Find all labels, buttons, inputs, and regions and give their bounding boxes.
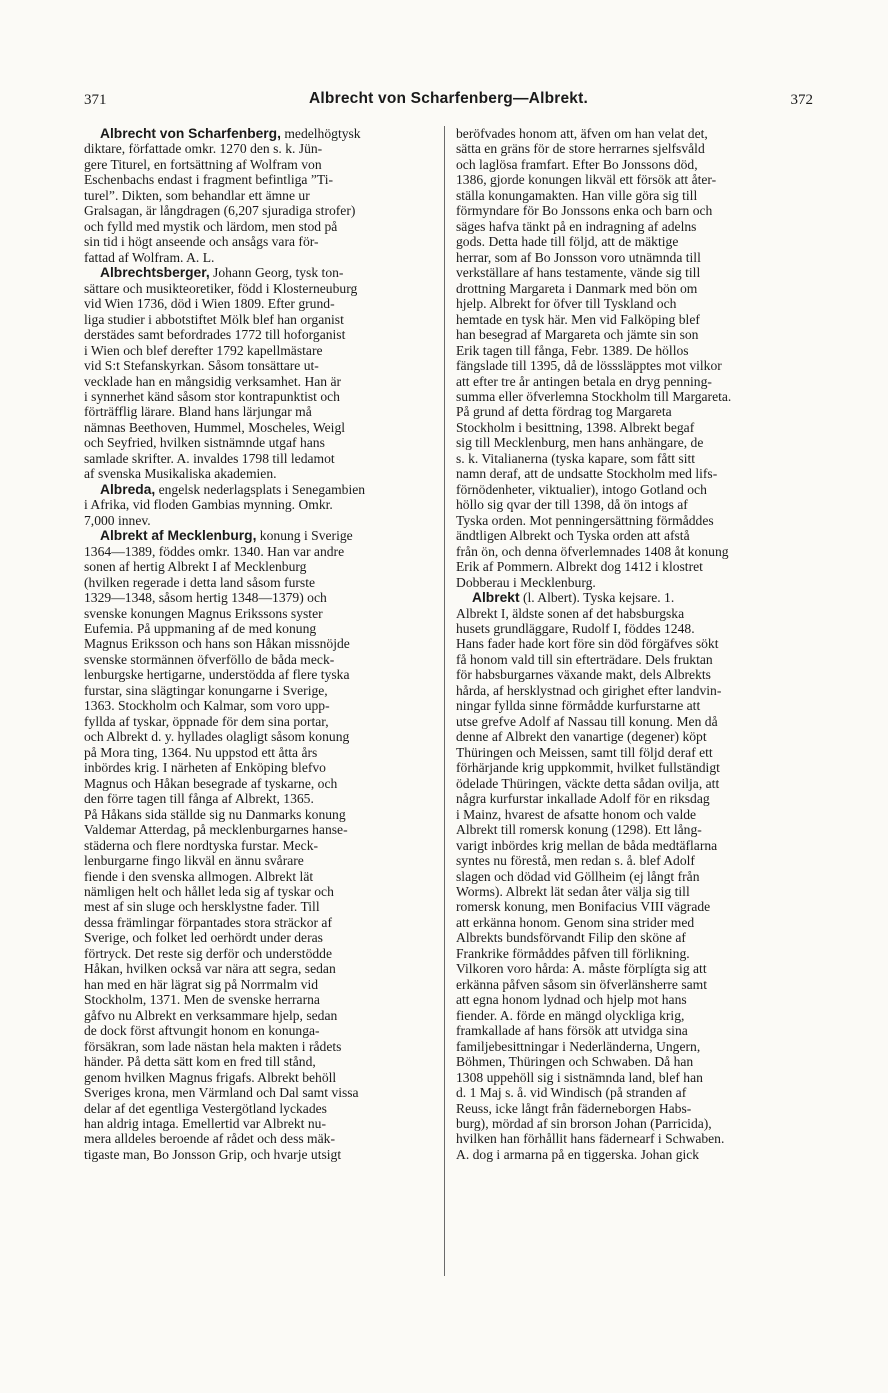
text-line: d. 1 Maj s. å. vid Windisch (på stranden af	[456, 1085, 687, 1101]
text-line: 1363. Stockholm och Kalmar, som voro upp-	[84, 698, 330, 714]
text-line: hjelp. Albrekt for öfver till Tyskland och	[456, 296, 677, 312]
text-line: de dock först aftvungit honom en konunga-	[84, 1023, 320, 1039]
text-line: romersk konung, men Bonifacius VIII vägrade	[456, 899, 711, 915]
text-line: Stockholm, 1371. Men de svenske herrarna	[84, 992, 320, 1008]
text-line: att erkänna honom. Genom sina strider med	[456, 914, 695, 930]
text-line: af svenska Musikaliska akademien.	[84, 466, 277, 482]
text-line: nämligen helt och hållet leda sig af tyskar och	[84, 883, 334, 899]
text-line: lenburgske hertigarne, understödda af flere tyska	[84, 667, 350, 683]
text-line: att egna honom lydnad och hjelp mot hans	[456, 992, 687, 1008]
text-line: Dobberau i Mecklenburg.	[456, 574, 596, 590]
text-line: vid S:t Stefanskyrkan. Såsom tonsättare ut-	[84, 358, 319, 374]
text-line: drottning Margareta i Danmark med bön om	[456, 280, 698, 296]
text-line: Albrekt till romersk konung (1298). Ett lång-	[456, 822, 702, 838]
text-line: Magnus och Håkan besegrade af tyskarne, och	[84, 775, 338, 791]
text-line: diktare, författade omkr. 1270 den s. k. Jün-	[84, 141, 323, 157]
text-line: på Mora ting, 1364. Nu uppstod ett åtta års	[84, 744, 318, 760]
text-line: herrar, som af Bo Jonsson voro utnämnda till	[456, 249, 701, 265]
text-line: i Wien och blef derefter 1792 kapellmästare	[84, 342, 323, 358]
entry-text: medelhögtysk	[280, 126, 361, 141]
text-line: A. dog i armarna på en tiggerska. Johan gick	[456, 1146, 700, 1162]
text-line: sonen af hertig Albrekt I af Mecklenburg	[84, 559, 307, 575]
entry-text: (l. Albert). Tyska kejsare. 1.	[519, 590, 675, 606]
text-line: händer. På detta sätt kom en fred till stånd,	[84, 1054, 316, 1070]
entry-text: Johann Georg, tysk ton-	[209, 265, 344, 281]
text-line: På grund af detta fördrag tog Margareta	[456, 404, 672, 420]
text-line: Gralsagan, är långdragen (6,207 sjuradiga strofer)	[84, 203, 356, 219]
text-line: i Afrika, vid floden Gambias mynning. Omkr.	[84, 497, 333, 513]
text-line: slagen och dödad vid Göllheim (ej långt från	[456, 868, 700, 884]
text-line: På Håkans sida ställde sig nu Danmarks konung	[84, 806, 346, 822]
text-line: han aldrig intaga. Emellertid var Albrekt nu-	[84, 1116, 326, 1131]
text-line: s. k. Vitalianerna (tyska kapare, som fått sitt	[456, 450, 696, 466]
text-line: Valdemar Atterdag, på mecklenburgarnes hanse-	[84, 822, 348, 838]
text-line: syntes nu förestå, men redan s. å. blef Adolf	[456, 853, 695, 869]
text-line: förmyndare för Bo Jonssons enka och barn och	[456, 203, 713, 219]
entry-headword: Albrekt	[472, 590, 520, 606]
text-line: Albrekt I, äldste sonen af det habsburgska	[456, 605, 685, 621]
text-line: höllo sig qvar der till 1398, då ön intogs af	[456, 497, 688, 513]
text-line: framkallade af hans försök att utvidga sina	[456, 1023, 688, 1039]
text-line: vid Wien 1736, död i Wien 1809. Efter grund-	[84, 296, 335, 312]
text-line: genom hvilken Magnus frigafs. Albrekt behöll	[84, 1069, 337, 1085]
text-line: städerna och flere nordtyska furstar. Meck-	[84, 837, 319, 853]
left-column	[84, 126, 433, 1162]
text-line: några kurfurstar inkallade Adolf för en riksdag	[456, 791, 710, 807]
text-line: hvilken han förhållit hans fädernearf i Schwaben.	[456, 1131, 725, 1147]
page-header	[84, 90, 813, 114]
text-line: Erik tagen till fånga, Febr. 1389. De höllos	[456, 342, 689, 358]
running-head: Albrecht von Scharfenberg—Albrekt.	[309, 90, 588, 107]
text-line: fiender. A. förde en mängd olyckliga krig,	[456, 1007, 685, 1023]
text-line: vecklade han en mångsidig verksamhet. Han är	[84, 373, 342, 389]
entry-headword: Albrekt af Mecklenburg,	[100, 528, 257, 544]
text-line: sättare och musikteoretiker, född i Klosterneuburg	[84, 280, 358, 296]
text-line: ställa konungamakten. Han ville göra sig till	[456, 187, 698, 203]
text-line: Magnus Eriksson och hans son Håkan missnöjde	[84, 636, 350, 652]
text-line: ändtligen Albrekt och Tyska orden att afstå	[456, 528, 690, 544]
text-line: och fylld med mystik och lärdom, men stod på	[84, 218, 338, 234]
text-line: Thüringen och Meissen, samt till följd deraf ett	[456, 744, 713, 760]
text-line: fängslade till 1395, då de lösssläpptes mot vilkor	[456, 358, 722, 374]
text-line: gåfvo nu Albrekt en verksammare hjelp, sedan	[84, 1007, 338, 1023]
text-line: att efter tre år antingen betala en dryg penning-	[456, 373, 712, 389]
text-line: för habsburgarnes växande makt, dels Albrekts	[456, 667, 711, 683]
text-line: 7,000 innev.	[84, 512, 151, 528]
text-line: ödelade Thüringen, väckte detta sådan ovilja, att	[456, 775, 720, 791]
text-line: husets grundläggare, Rudolf I, föddes 1248.	[456, 621, 695, 636]
text-line: Sverige, och folket led oerhördt under deras	[84, 930, 323, 946]
text-line: sätta en gräns för de store herrarnes sjelfsvåld	[456, 141, 705, 157]
text-line: turel”. Dikten, som behandlar ett ämne ur	[84, 187, 310, 203]
text-line: Tyska orden. Mot penningersättning förmåddes	[456, 512, 714, 528]
text-line: tigaste man, Bo Jonsson Grip, och hvarje utsigt	[84, 1146, 342, 1162]
entry-headword: Albrechtsberger,	[100, 265, 210, 281]
page-number-right: 372	[790, 92, 813, 108]
text-line: erkänna påfven såsom sin öfverlänsherre samt	[456, 976, 708, 992]
text-line: Worms). Albrekt lät sedan åter välja sig till	[456, 883, 690, 899]
text-line: Albrekts bundsförvandt Filip den sköne af	[456, 930, 686, 946]
text-line: derstädes samt befordrades 1772 till hoforganist	[84, 327, 346, 343]
text-line: Eschenbachs endast i fragment befintliga ”Ti-	[84, 172, 334, 188]
text-line: mera alldeles beroende af rådet och dess mäk-	[84, 1131, 335, 1147]
text-line: i Mainz, hvarest de afsatte honom och valde	[456, 806, 697, 822]
text-line: beröfvades honom att, äfven om han velat det,	[456, 126, 708, 141]
text-line: förnödenheter, viktualier), intogo Gotland och	[456, 481, 707, 497]
text-line: Erik af Pommern. Albrekt dog 1412 i klostret	[456, 559, 703, 575]
text-line: burg), mördad af sin brorson Johan (Parricida),	[456, 1116, 712, 1131]
text-line: förhärjande krig uppkommit, hvilket fullständigt	[456, 760, 720, 776]
entry-text: konung i Sverige	[256, 528, 353, 544]
right-column	[456, 126, 805, 1162]
entry-start-line	[84, 482, 433, 497]
text-line: få honom vald till sin efterträdare. Dels fruktan	[456, 651, 713, 667]
text-line: förtryck. Det reste sig derför och understödde	[84, 945, 332, 961]
text-line: Frankrike förmåddes påfven till förlikning.	[456, 945, 690, 961]
text-line: summa eller öfverlemna Stockholm till Margareta.	[456, 388, 732, 404]
entry-headword: Albreda,	[100, 481, 156, 497]
text-line: från ön, och denna öfverlemnades 1408 åt konung	[456, 543, 729, 559]
entry-start-line	[84, 126, 433, 141]
text-line: 1364—1389, föddes omkr. 1340. Han var andre	[84, 543, 345, 559]
text-line: lenburgarne fingo likväl en ännu svårare	[84, 853, 304, 869]
text-line: Vilkoren voro hårda: A. måste förplígta sig att	[456, 961, 707, 977]
text-line: svenske konungen Magnus Erikssons syster	[84, 605, 323, 621]
column-divider	[444, 126, 445, 1276]
text-line: han med en här lägrat sig på Norrmalm vid	[84, 976, 319, 992]
text-line: Håkan, hvilken också var nära att segra, sedan	[84, 961, 336, 977]
text-line: (hvilken regerade i detta land såsom furste	[84, 574, 316, 590]
entry-start-line	[456, 590, 805, 605]
text-line: den förre tagen till fånga af Albrekt, 1365.	[84, 791, 314, 807]
text-line: 1329—1348, såsom hertig 1348—1379) och	[84, 590, 327, 606]
text-line: svenske stormännen öfverföllo de båda meck-	[84, 651, 335, 667]
entry-start-line	[84, 265, 433, 280]
text-line: i synnerhet känd såsom stor kontrapunktist och	[84, 388, 340, 404]
text-line: och Albrekt d. y. hyllades olagligt såsom konung	[84, 729, 350, 745]
text-line: denne af Albrekt den vanartige (degener) köpt	[456, 729, 707, 745]
text-line: verkställare af hans testamente, vände sig till	[456, 265, 701, 281]
text-line: fyllda af tyskar, öppnade för dem sina portar,	[84, 713, 329, 729]
text-line: namn deraf, att de undsatte Stockholm med lifs-	[456, 466, 718, 482]
text-line: ningar fyllda sinne förmådde kurfurstarne att	[456, 698, 701, 714]
page-number-left: 371	[84, 92, 107, 108]
text-line: Böhmen, Thüringen och Schwaben. Då han	[456, 1054, 694, 1070]
text-line: säges hafva tänkt på en indragning af adelns	[456, 218, 697, 234]
text-line: försäkran, som lade nästan hela makten i rådets	[84, 1038, 342, 1054]
text-line: gere Titurel, en fortsättning af Wolfram von	[84, 156, 322, 172]
entry-start-line	[84, 528, 433, 543]
text-line: samlade skrifter. A. invaldes 1798 till ledamot	[84, 450, 335, 466]
text-line: varigt inbördes krig mellan de båda medtäflarna	[456, 837, 718, 853]
text-line: hårda, af hersklystnad och girighet efter landvin-	[456, 682, 722, 698]
text-line: hemtade en tysk här. Men vid Falköping blef	[456, 311, 700, 327]
text-line: förträfflig lärare. Bland hans lärjungar må	[84, 404, 312, 420]
text-line: delar af det egentliga Vestergötland lyckades	[84, 1100, 327, 1116]
entry-text: engelsk nederlagsplats i Senegambien	[155, 481, 366, 497]
text-line: sin tid i högt anseende och ansågs vara för-	[84, 234, 319, 250]
text-line: inbördes krig. I närheten af Enköping blefvo	[84, 760, 326, 776]
text-line: furstar, sina slägtingar konungarne i Sverige,	[84, 682, 328, 698]
text-line: och Seyfried, hvilken sistnämnde utgaf hans	[84, 435, 325, 451]
text-line: Eufemia. På uppmaning af de med konung	[84, 621, 317, 636]
text-line: 1386, gjorde konungen likväl ett försök att åter-	[456, 172, 717, 188]
text-line: fiende i den svenska allmogen. Albrekt lät	[84, 868, 314, 884]
text-line: dessa främlingar förpantades stora sträckor af	[84, 914, 332, 930]
text-line: Reuss, icke långt från fäderneborgen Habs-	[456, 1100, 692, 1116]
text-line: fattad af Wolfram. A. L.	[84, 249, 215, 265]
text-line: mest af sin sluge och hersklystne fader. Till	[84, 899, 320, 915]
text-line: nämnas Beethoven, Hummel, Moscheles, Weigl	[84, 419, 346, 435]
text-line: och laglösa framfart. Efter Bo Jonssons död,	[456, 156, 698, 172]
text-line: utse grefve Adolf af Nassau till konung. Men då	[456, 713, 718, 729]
text-line: han besegrad af Margareta och jämte sin son	[456, 327, 699, 343]
entry-headword: Albrecht von Scharfenberg,	[100, 126, 281, 141]
text-line: 1308 uppehöll sig i sistnämnda land, blef han	[456, 1069, 703, 1085]
text-line: gods. Detta hade till följd, att de mäktige	[456, 234, 679, 250]
text-line: familjebesittningar i Nederländerna, Ungern,	[456, 1038, 701, 1054]
text-line: Sveriges krona, men Värmland och Dal samt vissa	[84, 1085, 359, 1101]
text-line: Hans fader hade kort före sin död förgäfves sökt	[456, 636, 719, 652]
text-line: Stockholm i besittning, 1398. Albrekt begaf	[456, 419, 695, 435]
text-line: sig till Mecklenburg, men hans anhängare, de	[456, 435, 704, 451]
text-line: liga studier i abbotstiftet Mölk blef han organist	[84, 311, 344, 327]
